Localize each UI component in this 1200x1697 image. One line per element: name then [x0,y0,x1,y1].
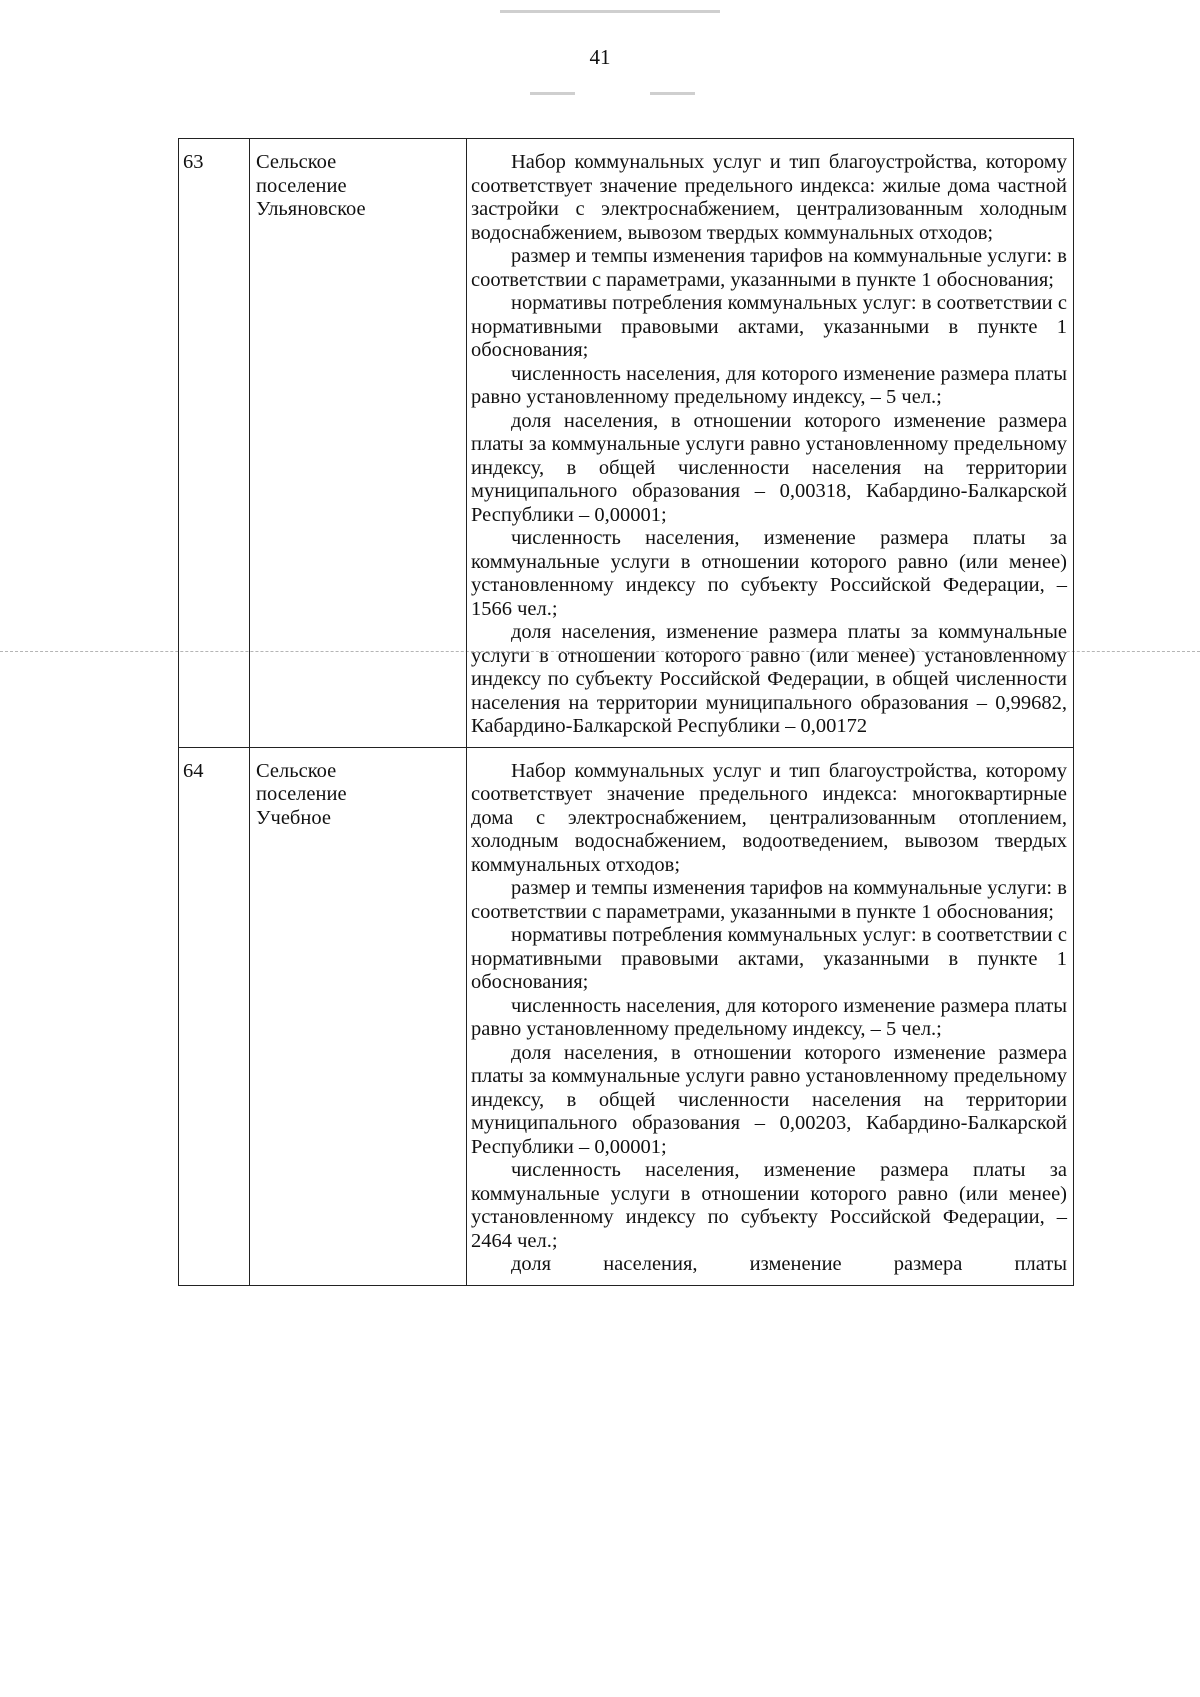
description-paragraph: доля населения, изменение размера платы за коммунальные услуги в отношении которого равно (или менее) установленному индексу по субъекту Российской Федерации, в общей численности населения на территории муниципального образования – 0,99682, Кабардино-Балкарской Республики – 0,00172 [471,621,1067,737]
settlement-name-line: поселение [256,783,347,805]
description-cell [467,747,1074,1285]
row-number: 64 [179,747,250,1285]
description-paragraph: размер и темпы изменения тарифов на коммунальные услуги: в соответствии с параметрами, указанными в пункте 1 обоснования; [471,877,1067,923]
settlement-name [250,747,467,1285]
settlement-name-line: Учебное [256,806,331,829]
table-row [179,139,1074,748]
table-row [179,747,1074,1285]
settlement-name-line: поселение [256,174,347,197]
description-paragraph: доля населения, изменение размера платы [511,1253,1067,1275]
scan-artifact [650,92,695,95]
description-paragraph: численность населения, для которого изменение размера платы равно установленному предельному индексу, – 5 чел.; [471,362,1067,408]
description-cell [467,139,1074,748]
description-paragraph: численность населения, изменение размера платы за коммунальные услуги в отношении которого равно (или менее) установленному индексу по субъекту Российской Федерации, – 2464 чел.; [471,1159,1067,1252]
page-number: 41 [589,45,611,69]
description-paragraph: нормативы потребления коммунальных услуг: в соответствии с нормативными правовыми актами, указанными в пункте 1 обоснования; [471,292,1067,361]
description-paragraph: Набор коммунальных услуг и тип благоустройства, которому соответствует значение предельного индекса: жилые дома частной застройки с электроснабжением, централизованным холодным водоснабжением, вывозом твердых коммунальных отходов; [471,151,1067,244]
settlement-name-line: Сельское [256,759,337,782]
scan-artifact [530,92,575,95]
description-paragraph: численность населения, изменение размера платы за коммунальные услуги в отношении которого равно (или менее) установленному индексу по субъекту Российской Федерации, – 1566 чел.; [471,527,1067,620]
description-paragraph: доля населения, в отношении которого изменение размера платы за коммунальные услуги равно установленному предельному индексу, в общей численности населения на территории муниципального образования – 0,00318, Кабардино-Балкарской Республики – 0,00001; [471,409,1067,526]
settlement-name-line: Ульяновское [256,198,366,220]
description-paragraph: Набор коммунальных услуг и тип благоустройства, которому соответствует значение предельного индекса: многоквартирные дома с электроснабжением, централизованным отоплением, холодным водоснабжением, водоотведением, вывозом твердых коммунальных отходов; [471,759,1067,876]
description-paragraph: размер и темпы изменения тарифов на коммунальные услуги: в соответствии с параметрами, указанными в пункте 1 обоснования; [471,245,1067,291]
description-paragraph: нормативы потребления коммунальных услуг: в соответствии с нормативными правовыми актами, указанными в пункте 1 обоснования; [471,924,1067,993]
settlement-name [250,139,467,748]
description-paragraph: доля населения, в отношении которого изменение размера платы за коммунальные услуги равно установленному предельному индексу, в общей численности населения на территории муниципального образования – 0,00203, Кабардино-Балкарской Республики – 0,00001; [471,1041,1067,1158]
scan-artifact [500,10,720,13]
document-table [178,138,1074,1286]
row-number: 63 [179,139,250,748]
description-paragraph: численность населения, для которого изменение размера платы равно установленному предельному индексу, – 5 чел.; [471,994,1067,1040]
settlement-name-line: Сельское [256,151,337,173]
